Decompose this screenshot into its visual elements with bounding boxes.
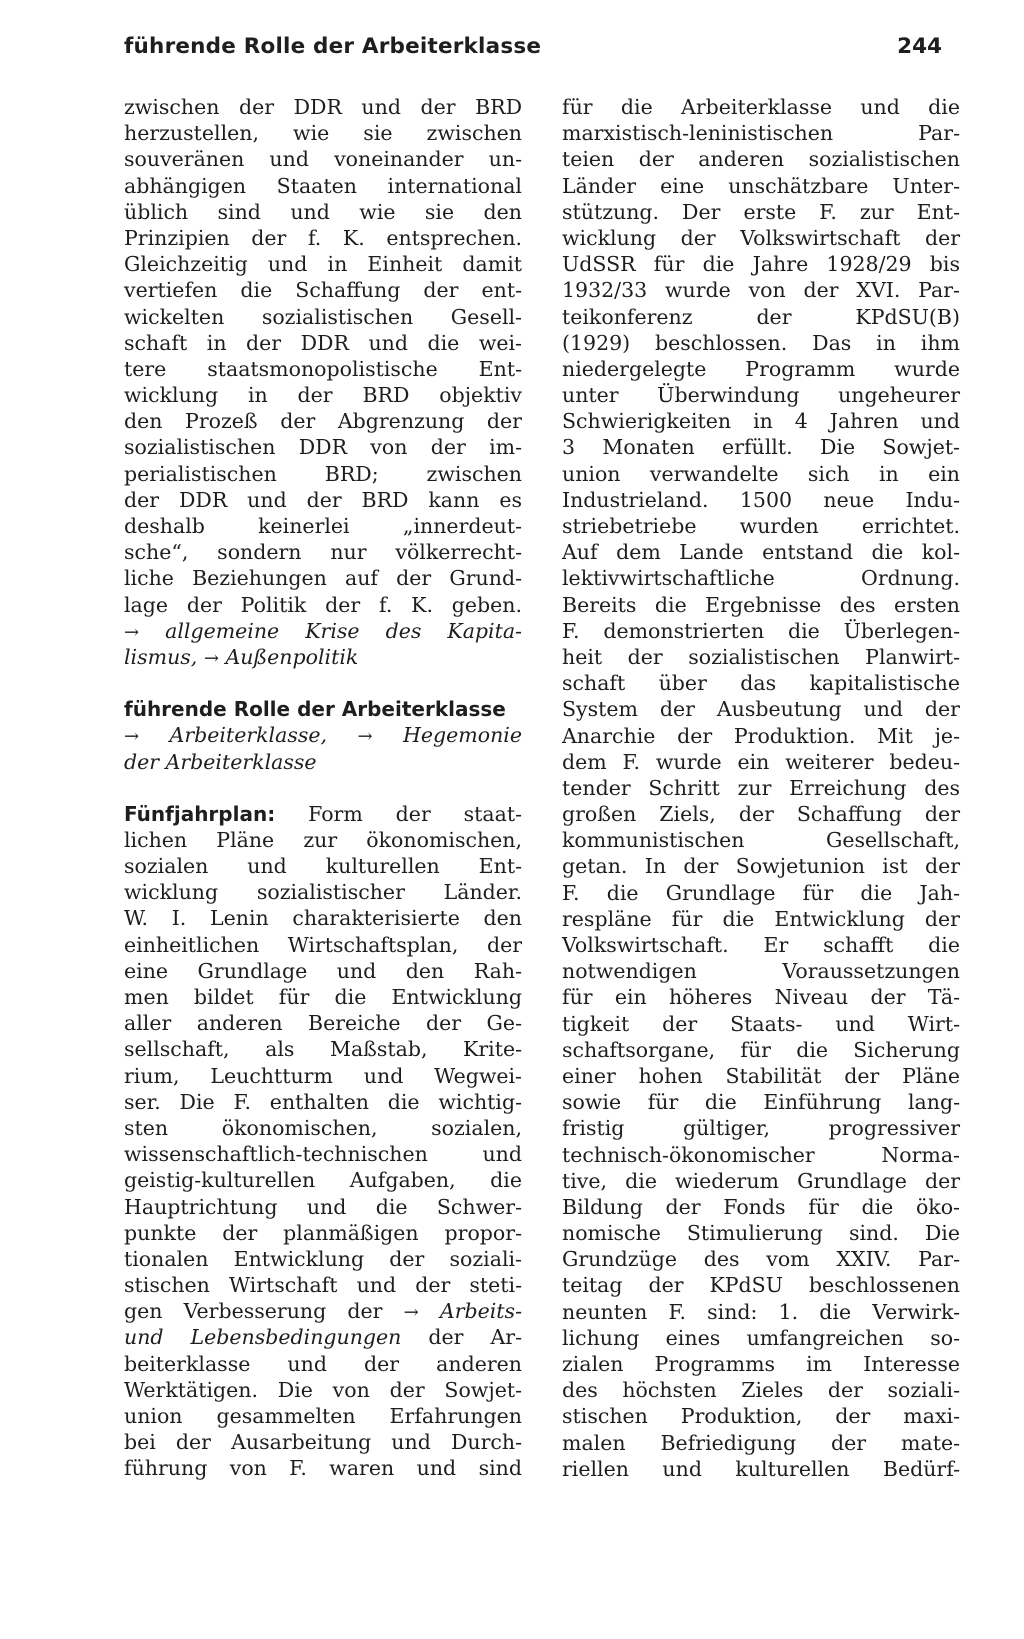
text-line: bei der Ausarbeitung und Durch- (124, 1430, 522, 1455)
text-line: W. I. Lenin charakterisierte den (124, 906, 522, 931)
entry-heading: führende Rolle der Arbeiterklasse (124, 697, 506, 722)
text-line: für ein höheres Niveau der Tä- (562, 985, 960, 1010)
text-line: schaftsorgane, für die Sicherung (562, 1037, 960, 1062)
text-line: deshalb keinerlei „innerdeut- (124, 514, 522, 538)
text-line: wickelten sozialistischen Gesell- (124, 304, 522, 329)
text-line: riellen und kulturellen Bedürf- (562, 1456, 960, 1481)
cross-reference[interactable]: Außenpolitik (225, 644, 359, 669)
cross-reference[interactable]: Hegemonie (403, 723, 522, 748)
entry-first-line (124, 801, 522, 827)
text-line: neunten F. sind: 1. die Verwirk- (562, 1299, 960, 1324)
text-line: lektivwirtschaftliche Ordnung. (562, 566, 960, 591)
cross-reference[interactable]: und Lebensbedingungen (124, 1325, 402, 1350)
text-line: F. die Grundlage für die Jah- (562, 880, 960, 905)
entry-body (562, 94, 960, 1482)
text-line: tere staatsmonopolistische Ent- (124, 356, 522, 381)
text-line: men bildet für die Entwicklung (124, 985, 522, 1009)
text-line: sche“, sondern nur völkerrecht- (124, 540, 522, 565)
text-line: des höchsten Zieles der soziali- (562, 1378, 960, 1403)
text-line: System der Ausbeutung und der (562, 697, 960, 722)
text-line: teitag der KPdSU beschlossenen (562, 1273, 960, 1298)
text-line: niedergelegte Programm wurde (562, 356, 960, 381)
text-line: stischen Produktion, der maxi- (562, 1404, 960, 1429)
cross-reference-line (124, 1298, 522, 1324)
text-line: einheitlichen Wirtschaftsplan, der (124, 932, 522, 957)
text-line: üblich sind und wie sie den (124, 199, 522, 224)
text-line: teien der anderen sozialistischen (562, 147, 960, 172)
entry-body (124, 1351, 522, 1482)
cross-reference[interactable]: Arbeiterklasse, (169, 723, 328, 748)
text-line: eine Grundlage und den Rah- (124, 958, 522, 983)
text-line: tigkeit der Staats- und Wirt- (562, 1011, 960, 1036)
text-line: 1932/33 wurde von der XVI. Par- (562, 278, 960, 303)
entry-text: der Ar- (428, 1325, 522, 1350)
entry-headword: Fünfjahrplan: (124, 801, 276, 826)
text-line: Anarchie der Produktion. Mit je- (562, 723, 960, 748)
text-line: für die Arbeiterklasse und die (562, 95, 960, 119)
right-column (562, 94, 960, 1482)
page-number: 244 (897, 34, 942, 59)
text-line: geistig-kulturellen Aufgaben, die (124, 1168, 522, 1193)
text-line: rium, Leuchtturm und Wegwei- (124, 1063, 522, 1088)
text-line: Werktätigen. Die von der Sowjet- (124, 1377, 522, 1402)
entry-text: gen Verbesserung der (124, 1299, 383, 1324)
text-line: einer hohen Stabilität der Pläne (562, 1063, 960, 1088)
cross-reference[interactable]: Arbeits- (439, 1299, 522, 1324)
text-line: malen Befriedigung der mate- (562, 1430, 960, 1455)
text-line: Länder eine unschätzbare Unter- (562, 173, 960, 198)
cross-reference[interactable]: allgemeine Krise des Kapita- (165, 618, 522, 643)
cross-reference[interactable]: lismus, (124, 644, 198, 669)
text-line: den Prozeß der Abgrenzung der (124, 409, 522, 434)
text-line: sten ökonomischen, sozialen, (124, 1115, 522, 1140)
text-line: aller anderen Bereiche der Ge- (124, 1011, 522, 1036)
text-line: kommunistischen Gesellschaft, (562, 828, 960, 853)
text-line: lichen Pläne zur ökonomischen, (124, 827, 522, 852)
text-line: zialen Programms im Interesse (562, 1352, 960, 1376)
text-line: Industrieland. 1500 neue Indu- (562, 487, 960, 512)
text-line: unter Überwindung ungeheurer (562, 383, 960, 408)
text-line: Gleichzeitig und in Einheit damit (124, 252, 522, 277)
text-line: sellschaft, als Maßstab, Krite- (124, 1037, 522, 1062)
text-line: Schwierigkeiten in 4 Jahren und (562, 409, 960, 434)
text-line: vertiefen die Schaffung der ent- (124, 278, 522, 303)
text-line: wissenschaftlich-technischen und (124, 1142, 522, 1167)
text-line: dem F. wurde ein weiterer bedeu- (562, 749, 960, 774)
text-line: nomische Stimulierung sind. Die (562, 1221, 960, 1246)
text-line: (1929) beschlossen. Das in ihm (562, 330, 960, 355)
text-line: Bereits die Ergebnisse des ersten (562, 592, 960, 617)
text-line: 3 Monaten erfüllt. Die Sowjet- (562, 435, 960, 460)
arrow-icon: → (357, 726, 373, 748)
text-line: wicklung in der BRD objektiv (124, 383, 522, 408)
cross-reference-line (124, 644, 522, 670)
text-line: herzustellen, wie sie zwischen (124, 121, 522, 146)
text-line: schaft über das kapitalistische (562, 671, 960, 696)
running-head: führende Rolle der Arbeiterklasse (124, 34, 542, 59)
text-line: teikonferenz der KPdSU(B) (562, 304, 960, 329)
text-line: notwendigen Voraussetzungen (562, 959, 960, 984)
text-line: beiterklasse und der anderen (124, 1351, 522, 1376)
text-line: tive, die wiederum Grundlage der (562, 1168, 960, 1193)
text-line: stischen Wirtschaft und der steti- (124, 1273, 522, 1298)
text-line: Hauptrichtung und die Schwer- (124, 1194, 522, 1219)
text-line: ser. Die F. enthalten die wichtig- (124, 1089, 522, 1114)
text-line: führung von F. waren und sind (124, 1456, 522, 1481)
text-line: F. demonstrierten die Überlegen- (562, 618, 960, 643)
arrow-icon: → (124, 726, 140, 748)
text-line: lichung eines umfangreichen so- (562, 1325, 960, 1350)
arrow-icon: → (403, 1302, 419, 1324)
text-line: lage der Politik der f. K. geben. (124, 592, 522, 617)
page-header (124, 34, 942, 74)
text-line: stützung. Der erste F. zur Ent- (562, 199, 960, 224)
text-line: union verwandelte sich in ein (562, 461, 960, 486)
text-line: sozialen und kulturellen Ent- (124, 854, 522, 879)
text-line: Auf dem Lande entstand die kol- (562, 540, 960, 565)
text-line: zwischen der DDR und der BRD (124, 95, 522, 119)
entry-body (124, 827, 522, 1298)
text-line: Bildung der Fonds für die öko- (562, 1194, 960, 1219)
text-line: abhängigen Staaten international (124, 173, 522, 198)
left-column (124, 94, 522, 1482)
text-line: UdSSR für die Jahre 1928/29 bis (562, 252, 960, 277)
arrow-icon: → (203, 647, 219, 669)
text-line: fristig gültiger, progressiver (562, 1116, 960, 1141)
text-line: Grundzüge des vom XXIV. Par- (562, 1247, 960, 1272)
cross-reference-line (124, 1324, 522, 1350)
text-line: der DDR und der BRD kann es (124, 487, 522, 512)
text-line: schaft in der DDR und die wei- (124, 330, 522, 355)
text-line: tionalen Entwicklung der soziali- (124, 1246, 522, 1271)
text-line: union gesammelten Erfahrungen (124, 1404, 522, 1428)
text-line: getan. In der Sowjetunion ist der (562, 854, 960, 879)
cross-reference[interactable]: der Arbeiterklasse (124, 749, 317, 774)
cross-reference-line (124, 618, 522, 644)
text-line: respläne für die Entwicklung der (562, 906, 960, 931)
text-line: sowie für die Einführung lang- (562, 1090, 960, 1115)
cross-reference-line (124, 722, 522, 748)
text-line: tender Schritt zur Erreichung des (562, 775, 960, 800)
text-line: striebetriebe wurden errichtet. (562, 514, 960, 538)
text-line: punkte der planmäßigen propor- (124, 1220, 522, 1245)
text-line: großen Ziels, der Schaffung der (562, 802, 960, 827)
text-line: Volkswirtschaft. Er schafft die (562, 933, 960, 957)
text-line: perialistischen BRD; zwischen (124, 461, 522, 486)
text-line: Prinzipien der f. K. entsprechen. (124, 225, 522, 250)
text-line: souveränen und voneinander un- (124, 147, 522, 172)
text-line: heit der sozialistischen Planwirt- (562, 644, 960, 669)
text-line: marxistisch-leninistischen Par- (562, 121, 960, 146)
arrow-icon: → (124, 621, 140, 643)
entry-paragraph-continuation (124, 94, 522, 618)
entry-text: Form der staat- (308, 801, 522, 826)
text-line: liche Beziehungen auf der Grund- (124, 566, 522, 591)
text-line: wicklung der Volkswirtschaft der (562, 225, 960, 250)
text-line: sozialistischen DDR von der im- (124, 435, 522, 460)
text-line: technisch-ökonomischer Norma- (562, 1142, 960, 1167)
text-line: wicklung sozialistischer Länder. (124, 880, 522, 905)
